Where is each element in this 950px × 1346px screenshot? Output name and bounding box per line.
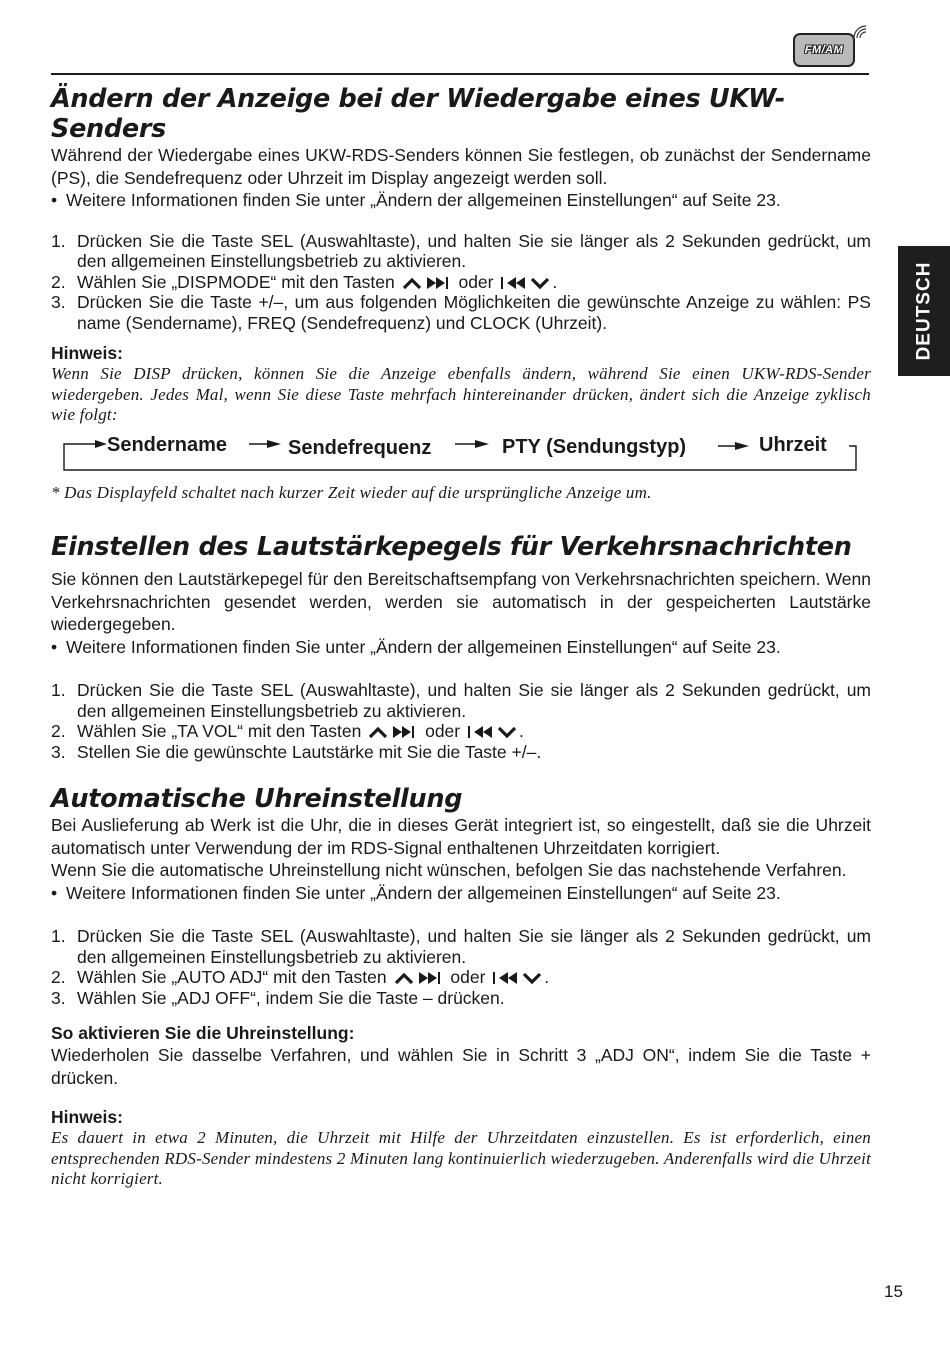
next-button-icon (426, 276, 452, 290)
section3-note-text: Es dauert in etwa 2 Minuten, die Uhrzeit mit Hilfe der Uhrzeitdaten einzustellen. Es ist erforderlich, einen entsprechenden RDS-Sender mindestens 2 Minuten lang kontinuierlich wiederzugeben. Anderenfalls wird die Uhrzeit nicht korrigiert. (51, 1128, 871, 1188)
header-rule (51, 73, 869, 75)
display-cycle-diagram (51, 434, 871, 474)
clock-activate-text: Wiederholen Sie dasselbe Verfahren, und wählen Sie in Schritt 3 „ADJ ON“, indem Sie die Taste + drücken. (51, 1045, 871, 1088)
section1-note-heading: Hinweis: (51, 343, 123, 363)
language-tab-label: DEUTSCH (913, 261, 934, 361)
section3-note-heading: Hinweis: (51, 1107, 123, 1127)
step-item: 3. Stellen Sie die gewünschte Lautstärke mit Sie die Taste +/–. (51, 741, 542, 762)
section3-intro1: Bei Auslieferung ab Werk ist die Uhr, die in dieses Gerät integriert ist, so eingestellt, daß sie die Uhrzeit automatisch unter Verwendung der im RDS-Signal enthaltenen Uhrzeitdaten korrigiert. (51, 815, 871, 858)
section-title-display-change: Ändern der Anzeige bei der Wiedergabe eines UKW-Senders (51, 84, 786, 144)
section2-steps (51, 680, 871, 762)
section1-footnote: * Das Displayfeld schaltet nach kurzer Zeit wieder auf die ursprüngliche Anzeige um. (51, 482, 652, 502)
step-item: 2. Wählen Sie „DISPMODE“ mit den Tasten oder . (51, 271, 558, 292)
step-item: 1. Drücken Sie die Taste SEL (Auswahltaste), und halten Sie sie länger als 2 Sekunden gedrückt, um den allgemeinen Einstellungsbetrieb zu aktivieren. (51, 926, 871, 967)
section2-bullet: • Weitere Informationen finden Sie unter „Ändern der allgemeinen Einstellungen“ auf Seite 23. (51, 636, 871, 659)
previous-button-icon (500, 276, 526, 290)
language-tab (898, 246, 950, 376)
cycle-item-pty: PTY (Sendungstyp) (502, 435, 687, 458)
next-button-icon (418, 971, 444, 985)
section2-intro: Sie können den Lautstärkepegel für den Bereitschaftsempfang von Verkehrsnachrichten speichern. Wenn Verkehrsnachrichten gesendet werden, werden sie automatisch in der gespeicherten Lautstärke wiedergegeben. (51, 569, 871, 634)
up-button-icon (402, 277, 422, 289)
down-button-icon (497, 726, 517, 738)
previous-button-icon (467, 725, 493, 739)
fm-am-badge-label: FM/AM (804, 44, 844, 56)
section1-intro: Während der Wiedergabe eines UKW-RDS-Senders können Sie festlegen, ob zunächst der Sendername (PS), die Sendefrequenz oder Uhrzeit im Display angezeigt werden soll. (51, 145, 871, 188)
page-content (51, 84, 871, 1190)
step-item: 3. Drücken Sie die Taste +/–, um aus folgenden Möglichkeiten die gewünschte Anzeige zu wählen: PS name (Sendername), FREQ (Sendefrequenz) und CLOCK (Uhrzeit). (51, 292, 871, 333)
section1-bullet: • Weitere Informationen finden Sie unter „Ändern der allgemeinen Einstellungen“ auf Seite 23. (51, 189, 871, 212)
page-number: 15 (884, 1282, 903, 1301)
previous-button-icon (492, 971, 518, 985)
up-button-icon (394, 972, 414, 984)
cycle-item-sendername: Sendername (107, 433, 228, 456)
section-title-auto-clock: Automatische Uhreinstellung (51, 784, 463, 814)
signal-waves-icon (852, 22, 872, 40)
cycle-item-uhrzeit: Uhrzeit (759, 433, 827, 456)
step-item: 1. Drücken Sie die Taste SEL (Auswahltaste), und halten Sie sie länger als 2 Sekunden gedrückt, um den allgemeinen Einstellungsbetrieb zu aktivieren. (51, 680, 871, 721)
down-button-icon (522, 972, 542, 984)
step-item: 2. Wählen Sie „AUTO ADJ“ mit den Tasten oder . (51, 967, 550, 987)
next-button-icon (392, 725, 418, 739)
clock-activate-heading: So aktivieren Sie die Uhreinstellung: (51, 1023, 355, 1043)
section1-note-text: Wenn Sie DISP drücken, können Sie die Anzeige ebenfalls ändern, während Sie einen UKW-RDS-Sender wiedergeben. Jedes Mal, wenn Sie diese Taste mehrfach hintereinander drücken, ändert sich die Anzeige zyklisch wie folgt: (51, 364, 871, 424)
section3-intro2: Wenn Sie die automatische Uhreinstellung nicht wünschen, befolgen Sie das nachstehende Verfahren. (51, 860, 847, 880)
step-item: 1. Drücken Sie die Taste SEL (Auswahltaste), und halten Sie sie länger als 2 Sekunden gedrückt, um den allgemeinen Einstellungsbetrieb zu aktivieren. (51, 230, 871, 271)
section3-steps (51, 926, 871, 1008)
cycle-item-sendefrequenz: Sendefrequenz (288, 436, 432, 459)
fm-am-badge (793, 33, 855, 67)
down-button-icon (530, 277, 550, 289)
up-button-icon (368, 726, 388, 738)
section3-bullet: • Weitere Informationen finden Sie unter „Ändern der allgemeinen Einstellungen“ auf Seite 23. (51, 882, 871, 905)
step-item: 3. Wählen Sie „ADJ OFF“, indem Sie die Taste – drücken. (51, 987, 505, 1008)
section1-steps (51, 231, 871, 334)
step-item: 2. Wählen Sie „TA VOL“ mit den Tasten oder . (51, 721, 524, 741)
section-title-traffic-volume: Einstellen des Lautstärkepegels für Verkehrsnachrichten (51, 532, 852, 562)
